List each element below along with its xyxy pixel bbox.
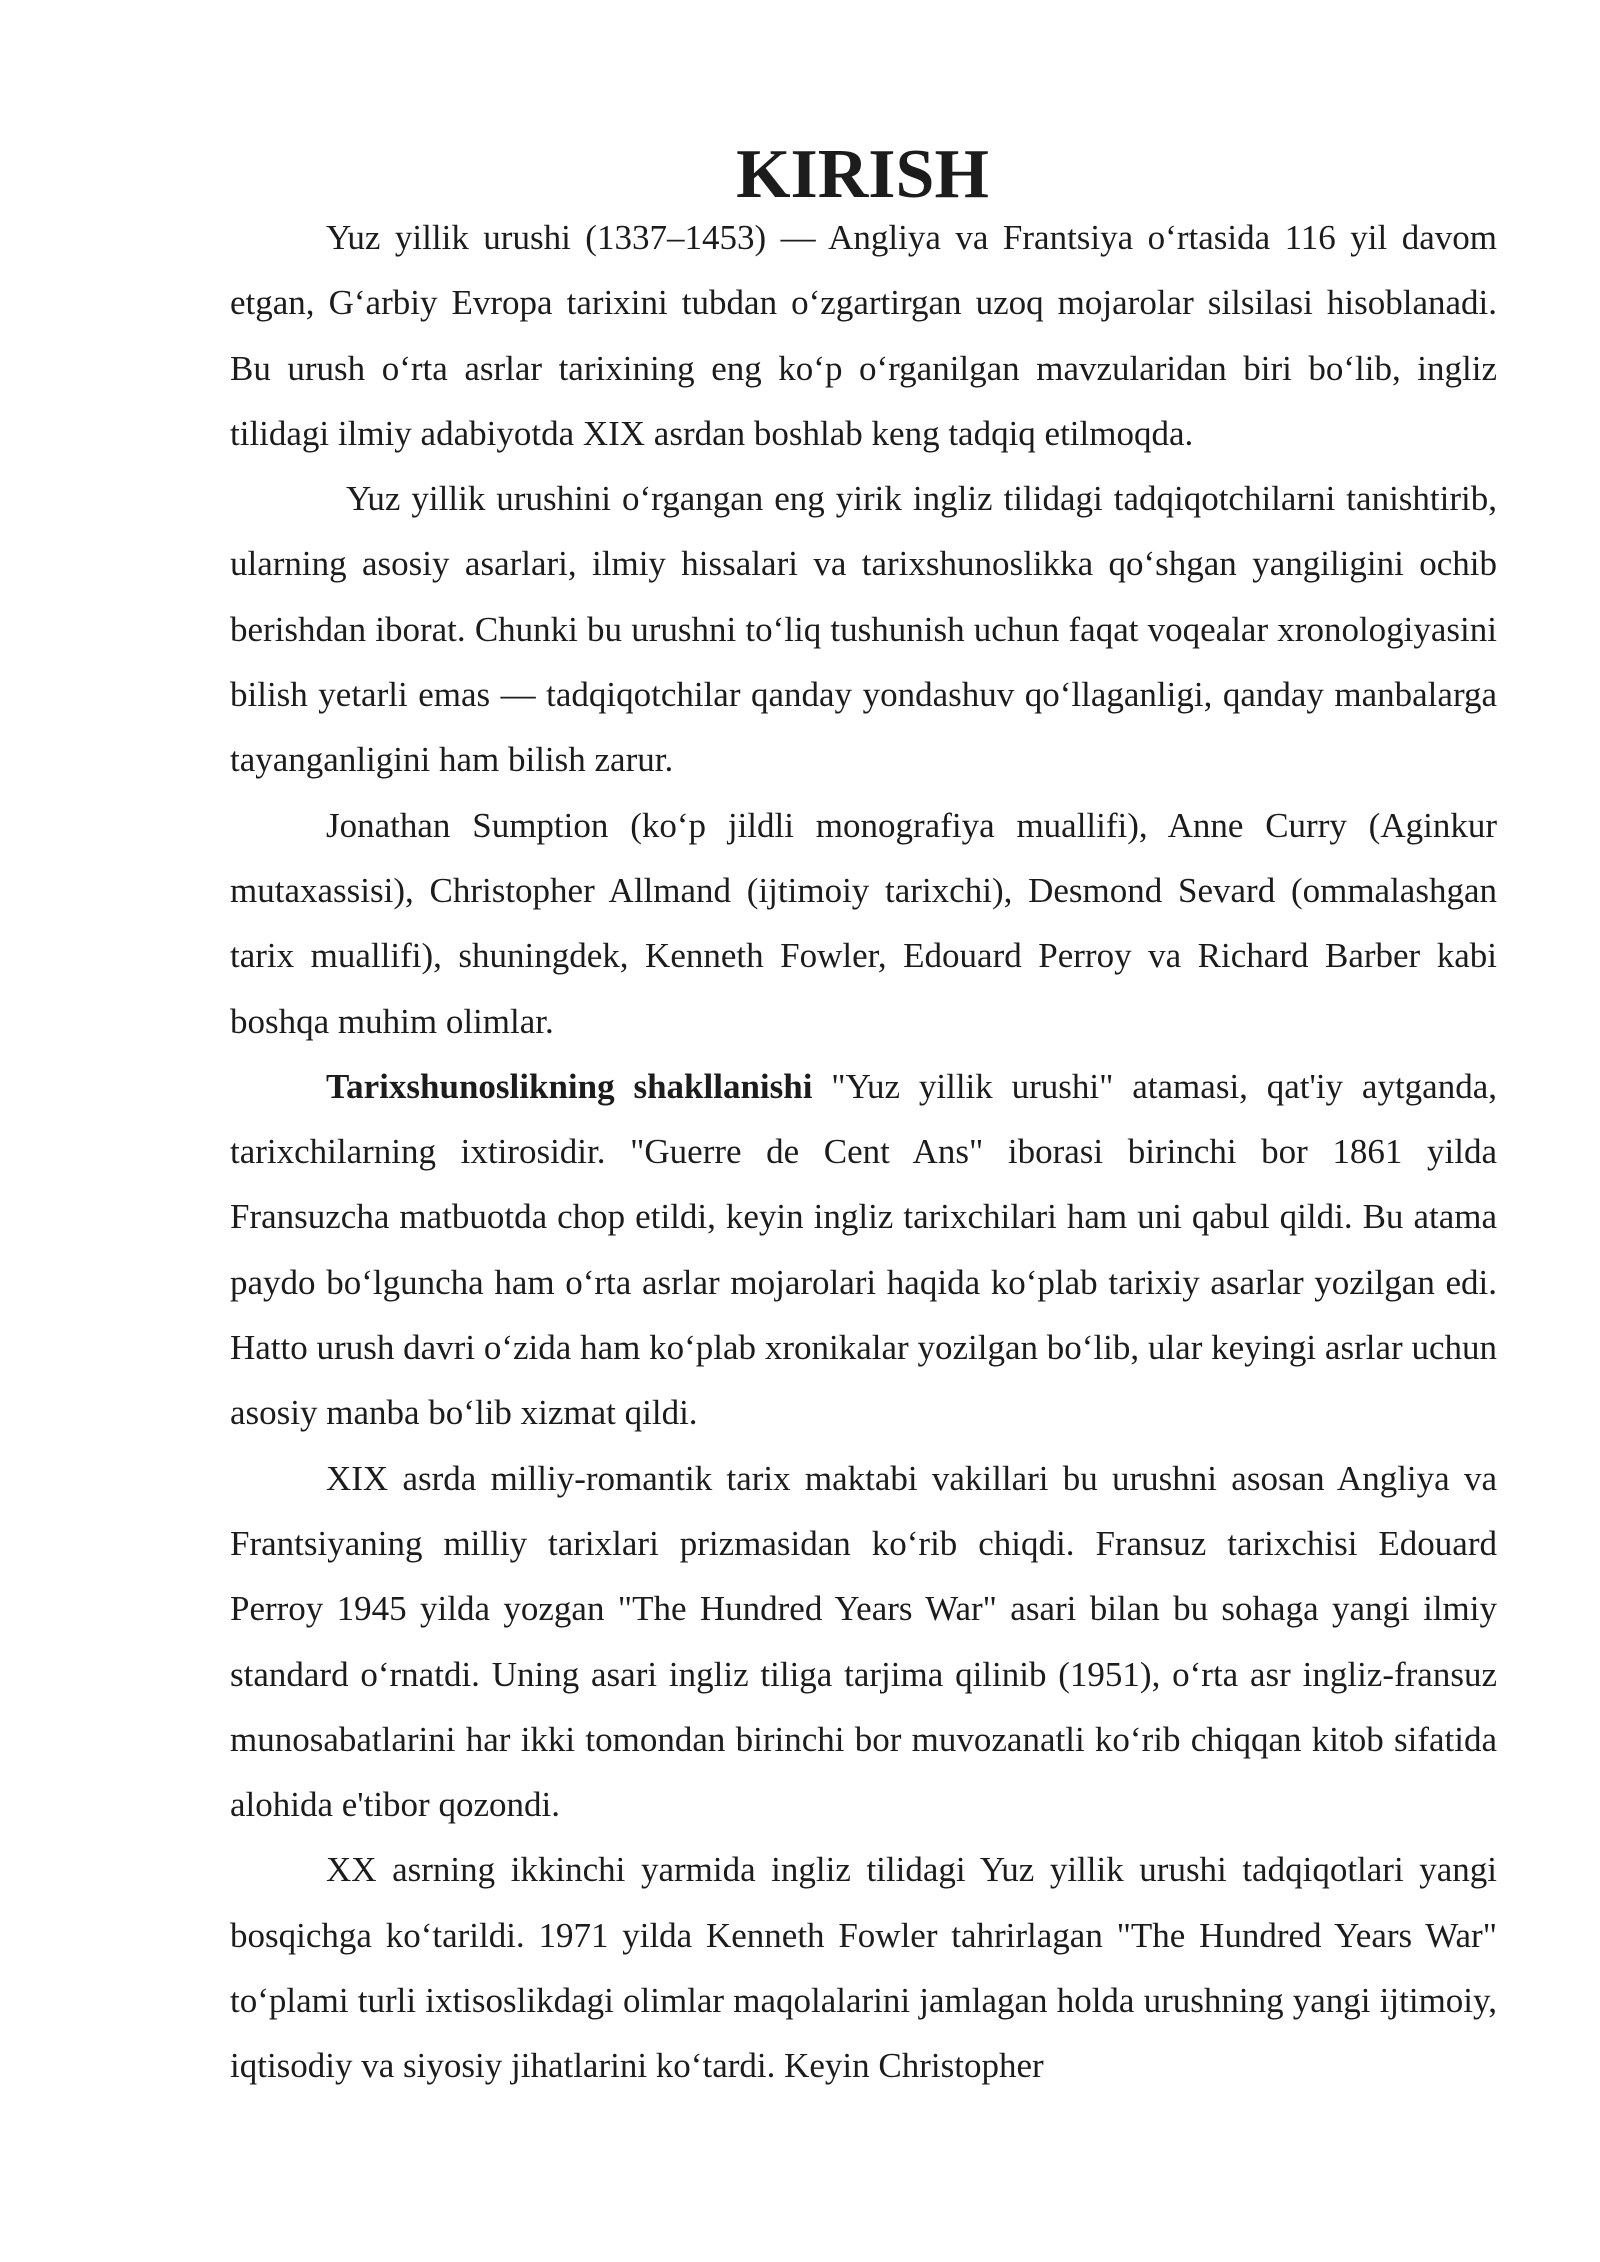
paragraph-nineteenth-century: XIX asrda milliy-romantik tarix maktabi vakillari bu urushni asosan Angliya va Frantsiyaning milliy tarixlari prizmasidan koʻrib chiqdi. Fransuz tarixchisi Edouard Perroy 1945 yilda yozgan "The Hundred Years War" asari bilan bu sohaga yangi ilmiy standard oʻrnatdi. Uning asari ingliz tiliga tarjima qilinib (1951), oʻrta asr ingliz-fransuz munosabatlarini har ikki tomondan birinchi bor muvozanatli koʻrib chiqqan kitob sifatida alohida e'tibor qozondi.	[230, 1458, 1497, 1825]
paragraph-purpose: Yuz yillik urushini oʻrgangan eng yirik ingliz tilidagi tadqiqotchilarni tanishtirib, ularning asosiy asarlari, ilmiy hissalari va tarixshunoslikka qoʻshgan yangiligini ochib berishdan iborat. Chunki bu urushni toʻliq tushunish uchun faqat voqealar xronologiyasini bilish yetarli emas — tadqiqotchilar qanday yondashuv qoʻllaganligi, qanday manbalarga tayanganligini ham bilish zarur.	[230, 479, 1497, 780]
paragraph-historiography	[230, 1054, 1497, 1446]
paragraph-twentieth-century: XX asrning ikkinchi yarmida ingliz tilidagi Yuz yillik urushi tadqiqotlari yangi bosqichga koʻtarildi. 1971 yilda Kenneth Fowler tahrirlagan "The Hundred Years War" toʻplami turli ixtisoslikdagi olimlar maqolalarini jamlagan holda urushning yangi ijtimoiy, iqtisodiy va siyosiy jihatlarini koʻtardi. Keyin Christopher	[230, 1850, 1497, 2086]
page-title: KIRISH	[736, 136, 989, 213]
paragraph-historiography-text: "Yuz yillik urushi" atamasi, qat'iy aytganda, tarixchilarning ixtirosidir. "Guerre de Cent Ans" iborasi birinchi bor 1861 yilda Fransuzcha matbuotda chop etildi, keyin ingliz tarixchilari ham uni qabul qildi. Bu atama paydo boʻlguncha ham oʻrta asrlar mojarolari haqida koʻplab tarixiy asarlar yozilgan edi. Hatto urush davri oʻzida ham koʻplab xronikalar yozilgan boʻlib, ular keyingi asrlar uchun asosiy manba boʻlib xizmat qildi.	[230, 1066, 1497, 1433]
paragraph-intro: Yuz yillik urushi (1337–1453) — Angliya va Frantsiya oʻrtasida 116 yil davom etgan, Gʻarbiy Evropa tarixini tubdan oʻzgartirgan uzoq mojarolar silsilasi hisoblanadi. Bu urush oʻrta asrlar tarixining eng koʻp oʻrganilgan mavzularidan biri boʻlib, ingliz tilidagi ilmiy adabiyotda XIX asrdan boshlab keng tadqiq etilmoqda.	[230, 218, 1497, 453]
section-heading-inline: Tarixshunoslikning shakllanishi	[326, 1066, 813, 1106]
paragraph-researchers: Jonathan Sumption (koʻp jildli monografiya muallifi), Anne Curry (Aginkur mutaxassisi), Christopher Allmand (ijtimoiy tarixchi), Desmond Sevard (ommalashgan tarix muallifi), shuningdek, Kenneth Fowler, Edouard Perroy va Richard Barber kabi boshqa muhim olimlar.	[230, 805, 1497, 1041]
